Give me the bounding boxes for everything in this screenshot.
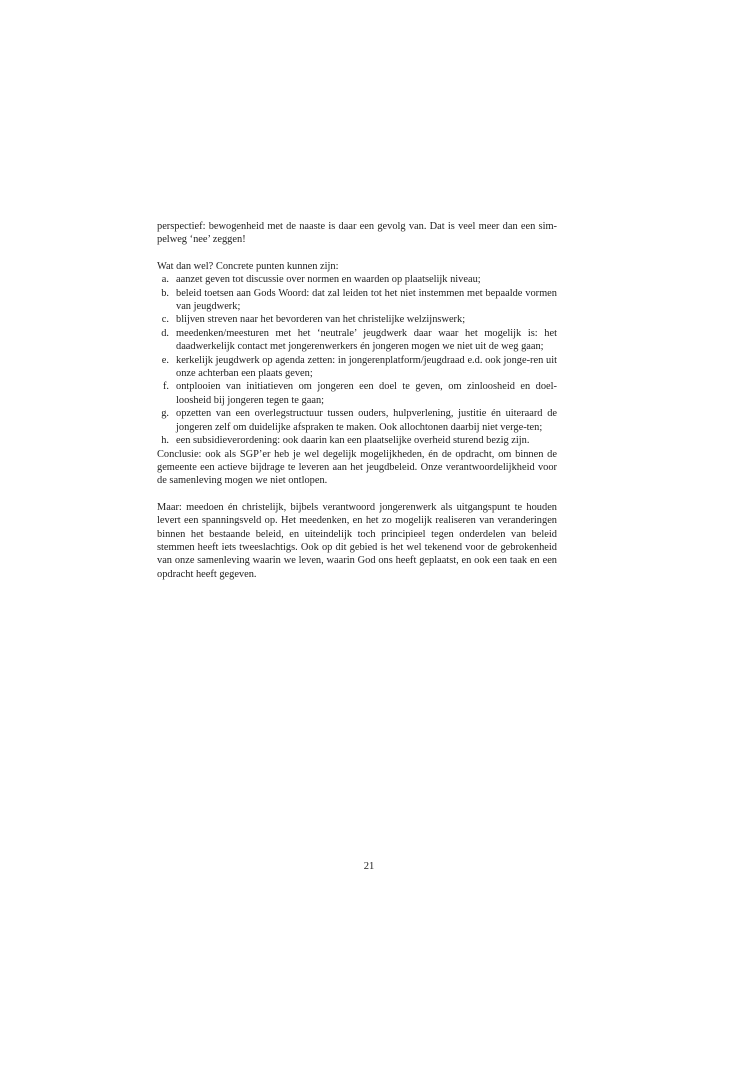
list-item-text: blijven streven naar het bevorderen van het christelijke welzijnswerk; bbox=[176, 314, 466, 326]
paragraph-spacer bbox=[157, 247, 557, 260]
list-item-letter: c. bbox=[161, 314, 169, 326]
list-item-letter: g. bbox=[161, 408, 169, 420]
paragraph-spacer bbox=[157, 488, 557, 501]
list-item-text: opzetten van een overlegstructuur tussen ouders, hulpverlening, justitie én uiteraard de jongeren zelf om duidelijke afspraken te maken. Ook allochtonen daarbij niet verge-ten; bbox=[176, 408, 557, 433]
list-item bbox=[157, 407, 557, 434]
list-item bbox=[157, 273, 557, 286]
final-paragraph: Maar: meedoen én christelijk, bijbels verantwoord jongerenwerk als uitgangspunt te houden levert een spanningsveld op. Het meedenken, en het zo mogelijk realiseren van veranderingen binnen het bestaande beleid, en uiteindelijk toch principieel tegen onderdelen van beleid stemmen heeft iets tweeslachtigs. Ook op dit gebied is het wel tekenend voor de gebrokenheid van onze samenleving waarin we leven, waarin God ons heeft geplaatst, en ook een taak en een opdracht heeft gegeven. bbox=[157, 501, 557, 580]
list-item-text: een subsidieverordening: ook daarin kan een plaatselijke overheid sturend bezig zijn. bbox=[176, 435, 530, 447]
list-item-text: ontplooien van initiatieven om jongeren een doel te geven, om zinloosheid en doel-loosheid bij jongeren tegen te gaan; bbox=[176, 381, 557, 406]
intro-paragraph: perspectief: bewogenheid met de naaste is daar een gevolg van. Dat is veel meer dan een sim-pelweg ‘nee’ zeggen! bbox=[157, 221, 557, 246]
conclusion-paragraph: Conclusie: ook als SGP’er heb je wel degelijk mogelijkheden, én de opdracht, om binnen de gemeente een actieve bijdrage te leveren aan het jeugdbeleid. Onze verantwoordelijkheid voor de samenleving mogen we niet ontlopen. bbox=[157, 448, 557, 487]
list-item-text: kerkelijk jeugdwerk op agenda zetten: in jongerenplatform/jeugdraad e.d. ook jonge-ren uit onze achterban een plaats geven; bbox=[176, 354, 557, 380]
page-number: 21 bbox=[363, 861, 375, 872]
list-item-text: meedenken/meesturen met het ‘neutrale’ jeugdwerk daar waar het mogelijk is: het daadwerkelijk contact met jongerenwerkers én jongeren mogen we niet uit de weg gaan; bbox=[176, 327, 557, 353]
concrete-points-list bbox=[157, 273, 557, 447]
body-text bbox=[157, 220, 557, 581]
list-item-text: beleid toetsen aan Gods Woord: dat zal leiden tot het niet instemmen met bepaalde vormen van jeugdwerk; bbox=[176, 287, 557, 313]
list-item-letter: b. bbox=[161, 287, 169, 299]
list-item-letter: h. bbox=[161, 435, 169, 447]
list-heading: Wat dan wel? Concrete punten kunnen zijn: bbox=[157, 260, 339, 272]
list-item bbox=[157, 434, 557, 447]
list-item bbox=[157, 287, 557, 314]
list-item bbox=[157, 354, 557, 381]
list-item-letter: d. bbox=[161, 327, 169, 339]
list-item bbox=[157, 313, 557, 326]
list-item-letter: f. bbox=[162, 381, 169, 393]
list-item bbox=[157, 327, 557, 354]
list-item-letter: e. bbox=[161, 354, 169, 366]
list-item-letter: a. bbox=[161, 274, 169, 286]
list-item-text: aanzet geven tot discussie over normen en waarden op plaatselijk niveau; bbox=[176, 274, 481, 286]
list-item bbox=[157, 380, 557, 407]
